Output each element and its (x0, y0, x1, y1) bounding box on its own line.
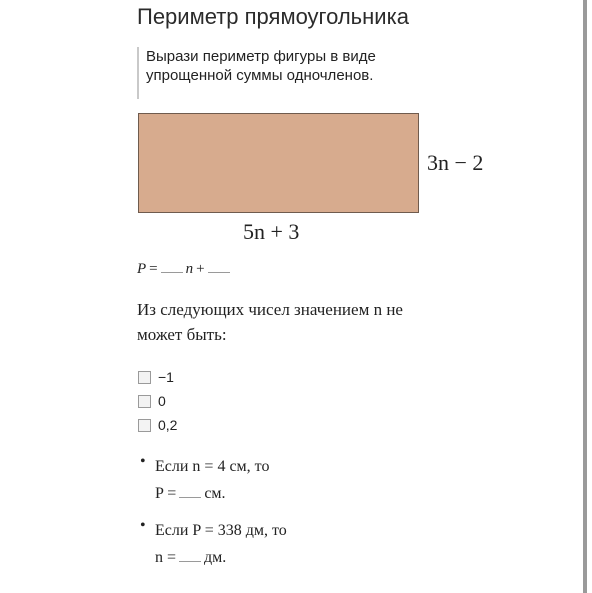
bullet-dot-icon: • (140, 453, 146, 470)
options-list (138, 365, 177, 437)
formula-plus: + (196, 261, 205, 277)
rectangle-bottom-label: 5n + 3 (243, 219, 300, 244)
bullet-item (140, 517, 287, 571)
scrollbar[interactable] (583, 0, 587, 593)
bullet-unit: дм. (204, 549, 227, 566)
page-title: Периметр прямоугольника (137, 4, 409, 29)
bullet-line (155, 480, 287, 507)
checkbox[interactable] (138, 419, 151, 432)
bullet-dot-icon: • (140, 517, 146, 534)
bullet-line (155, 453, 287, 480)
bullet-list (140, 453, 287, 581)
question-line-1: Из следующих чисел значением n не (137, 300, 403, 319)
instruction-line-1: Вырази периметр фигуры в виде (146, 48, 376, 65)
question-text (137, 297, 467, 347)
formula-eq: = (149, 261, 158, 277)
formula-lhs: P (137, 261, 147, 277)
instruction-line-2: упрощенной суммы одночленов. (146, 67, 374, 84)
perimeter-answer-input[interactable] (179, 485, 201, 498)
option-label: 0,2 (158, 417, 178, 433)
option-item[interactable] (138, 389, 177, 413)
bullet-lhs: n = (155, 549, 177, 566)
coefficient-input[interactable] (161, 260, 183, 273)
bullet-item (140, 453, 287, 507)
instruction-block (137, 47, 427, 99)
bullet-unit: см. (204, 485, 226, 502)
option-label: 0 (158, 393, 166, 409)
question-line-2: может быть: (137, 325, 227, 344)
checkbox[interactable] (138, 371, 151, 384)
formula-var: n (185, 261, 194, 277)
option-item[interactable] (138, 413, 177, 437)
option-item[interactable] (138, 365, 177, 389)
bullet-line (155, 517, 287, 544)
constant-input[interactable] (208, 260, 230, 273)
perimeter-formula (137, 260, 230, 278)
option-label: −1 (158, 369, 174, 385)
rectangle-side-label: 3n − 2 (427, 150, 484, 175)
rectangle-figure (138, 113, 419, 213)
bullet-text: Если n = 4 см, то (155, 458, 270, 475)
bullet-text: Если P = 338 дм, то (155, 522, 287, 539)
bullet-line (155, 544, 287, 571)
bullet-lhs: P = (155, 485, 177, 502)
n-answer-input[interactable] (179, 549, 201, 562)
checkbox[interactable] (138, 395, 151, 408)
